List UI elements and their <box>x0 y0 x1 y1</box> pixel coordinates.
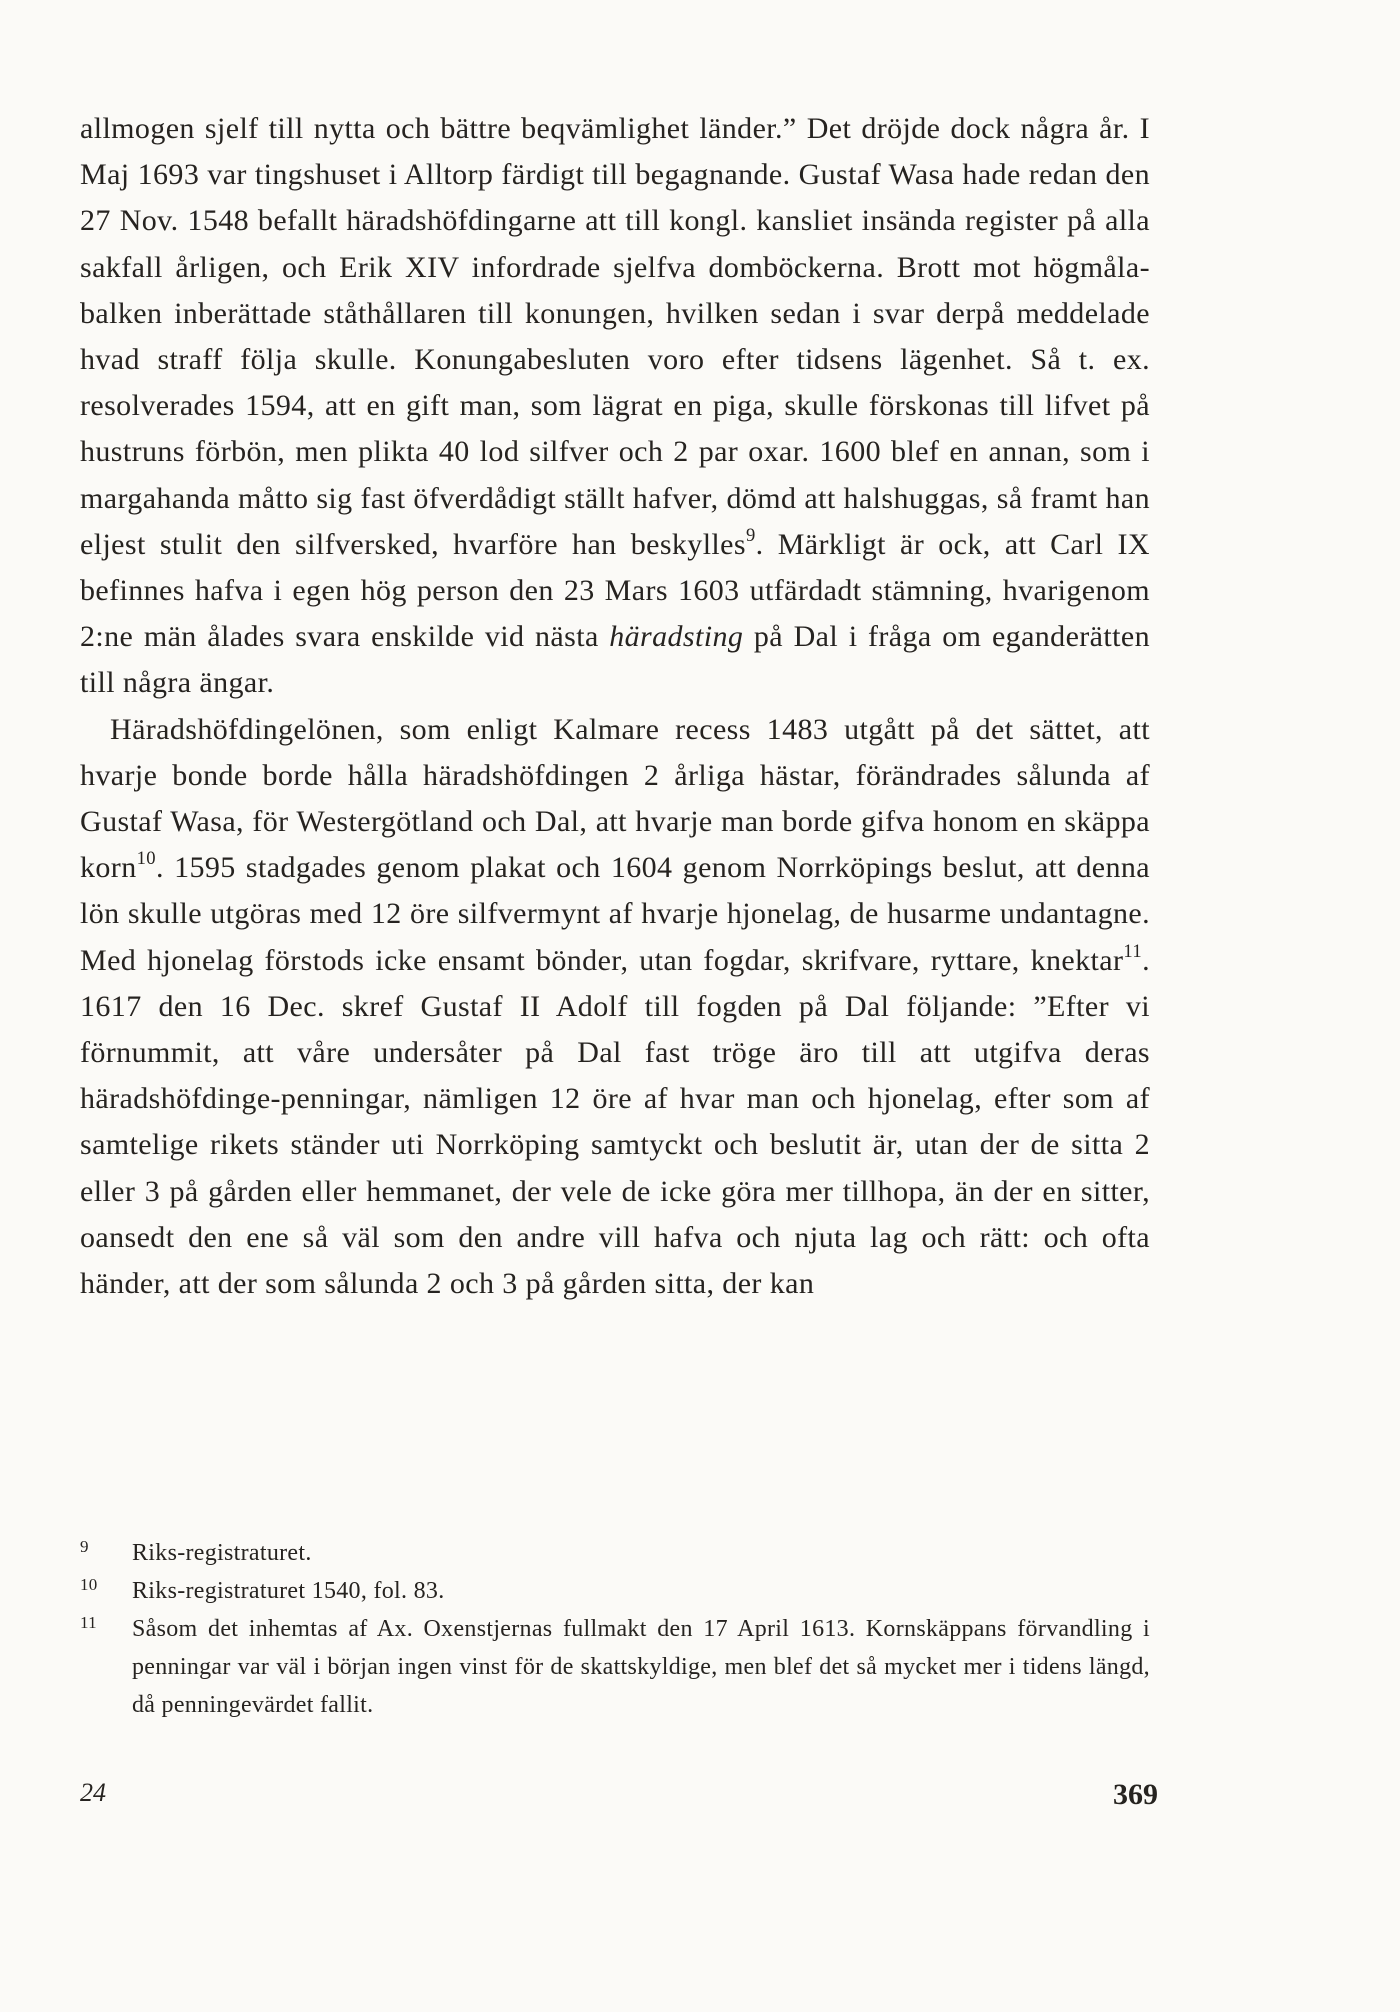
footnote-10 <box>80 1572 1150 1610</box>
paragraph-2-text-a: Häradshöfdingelönen, som enligt Kalmare recess 1483 utgått på det sättet, att hvarje bonde borde hålla häradshöfdingen 2 årliga hästar, förändrades sålunda af Gustaf Wasa, för Westergötland och Dal, att hvarje man borde gifva honom en skäppa korn <box>80 712 1150 885</box>
paragraph-2-text-b: . 1595 stadgades genom plakat och 1604 genom Norrköpings beslut, att denna lön skulle utgöras med 12 öre silfvermynt af hvarje hjonelag, de husarme undantagne. Med hjonelag förstods icke ensamt bönder, utan fogdar, skrifvare, ryttare, knektar <box>80 851 1150 977</box>
paragraph-2 <box>80 707 1150 1308</box>
page-body <box>80 106 1150 1307</box>
page-number: 369 <box>1113 1778 1158 1811</box>
paragraph-1-text-a: allmogen sjelf till nytta och bättre beqvämlighet länder.” Det dröjde dock några år. I Maj 1693 var tingshuset i Alltorp färdigt till begagnande. Gustaf Wasa hade redan den 27 Nov. 1548 befallt häradshöfdingarne att till kongl. kansliet insända register på alla sakfall årligen, och Erik XIV infordrade sjelfva domböckerna. Brott mot högmåla-balken inberättade ståthållaren till konungen, hvilken sedan i svar derpå meddelade hvad straff följa skulle. Konungabesluten voro efter tidsens lägenhet. Så t. ex. resolverades 1594, att en gift man, som lägrat en piga, skulle förskonas till lifvet på hustruns förbön, men plikta 40 lod silfver och 2 par oxar. 1600 blef en annan, som i margahanda måtto sig fast öfverdådigt ställt hafver, dömd att halshuggas, så framt han eljest stulit den silfversked, hvarföre han beskylles <box>80 112 1150 561</box>
body-text <box>80 106 1150 1307</box>
footnote-9 <box>80 1534 1150 1572</box>
footnote-text: Riks-registraturet. <box>132 1540 312 1566</box>
signature-mark: 24 <box>80 1778 106 1807</box>
footnote-text: Riks-registraturet 1540, fol. 83. <box>132 1578 445 1604</box>
footnote-ref-11: 11 <box>1123 940 1143 962</box>
footnote-ref-9: 9 <box>745 524 756 546</box>
footnote-number: 9 <box>80 1537 89 1556</box>
paragraph-2-text-c: . 1617 den 16 Dec. skref Gustaf II Adolf till fogden på Dal följande: ”Efter vi förnummit, att våre undersåter på Dal fast tröge äro till att utgifva deras häradshöfdinge-penningar, nämligen 12 öre af hvar man och hjonelag, efter som af samtelige rikets ständer uti Norrköping samtyckt och beslutit är, utan der de sitta 2 eller 3 på gården eller hemmanet, der vele de icke göra mer tillhopa, än der en sitter, oansedt den ene så väl som den andre vill hafva och njuta lag och rätt: och ofta händer, att der som sålunda 2 och 3 på gården sitta, der kan <box>80 943 1150 1301</box>
italic-term: häradsting <box>609 620 744 654</box>
footnote-number: 10 <box>80 1575 98 1594</box>
paragraph-1-text-c: på Dal i fråga om eganderätten till några ängar. <box>80 620 1150 700</box>
footnote-11 <box>80 1610 1150 1724</box>
footnotes <box>80 1534 1150 1724</box>
paragraph-1-text-b: . Märkligt är ock, att Carl IX befinnes hafva i egen hög person den 23 Mars 1603 utfärdadt stämning, hvarigenom 2:ne män ålades svara enskilde vid nästa <box>80 527 1150 654</box>
footnote-ref-10: 10 <box>136 848 156 870</box>
footnote-number: 11 <box>80 1613 97 1632</box>
paragraph-1 <box>80 106 1150 707</box>
footnote-text: Såsom det inhemtas af Ax. Oxenstjernas fullmakt den 17 April 1613. Kornskäppans förvandling i penningar var väl i början ingen vinst för de skattskyldige, men blef det så mycket mer i tidens längd, då penningevärdet fallit. <box>132 1616 1150 1718</box>
